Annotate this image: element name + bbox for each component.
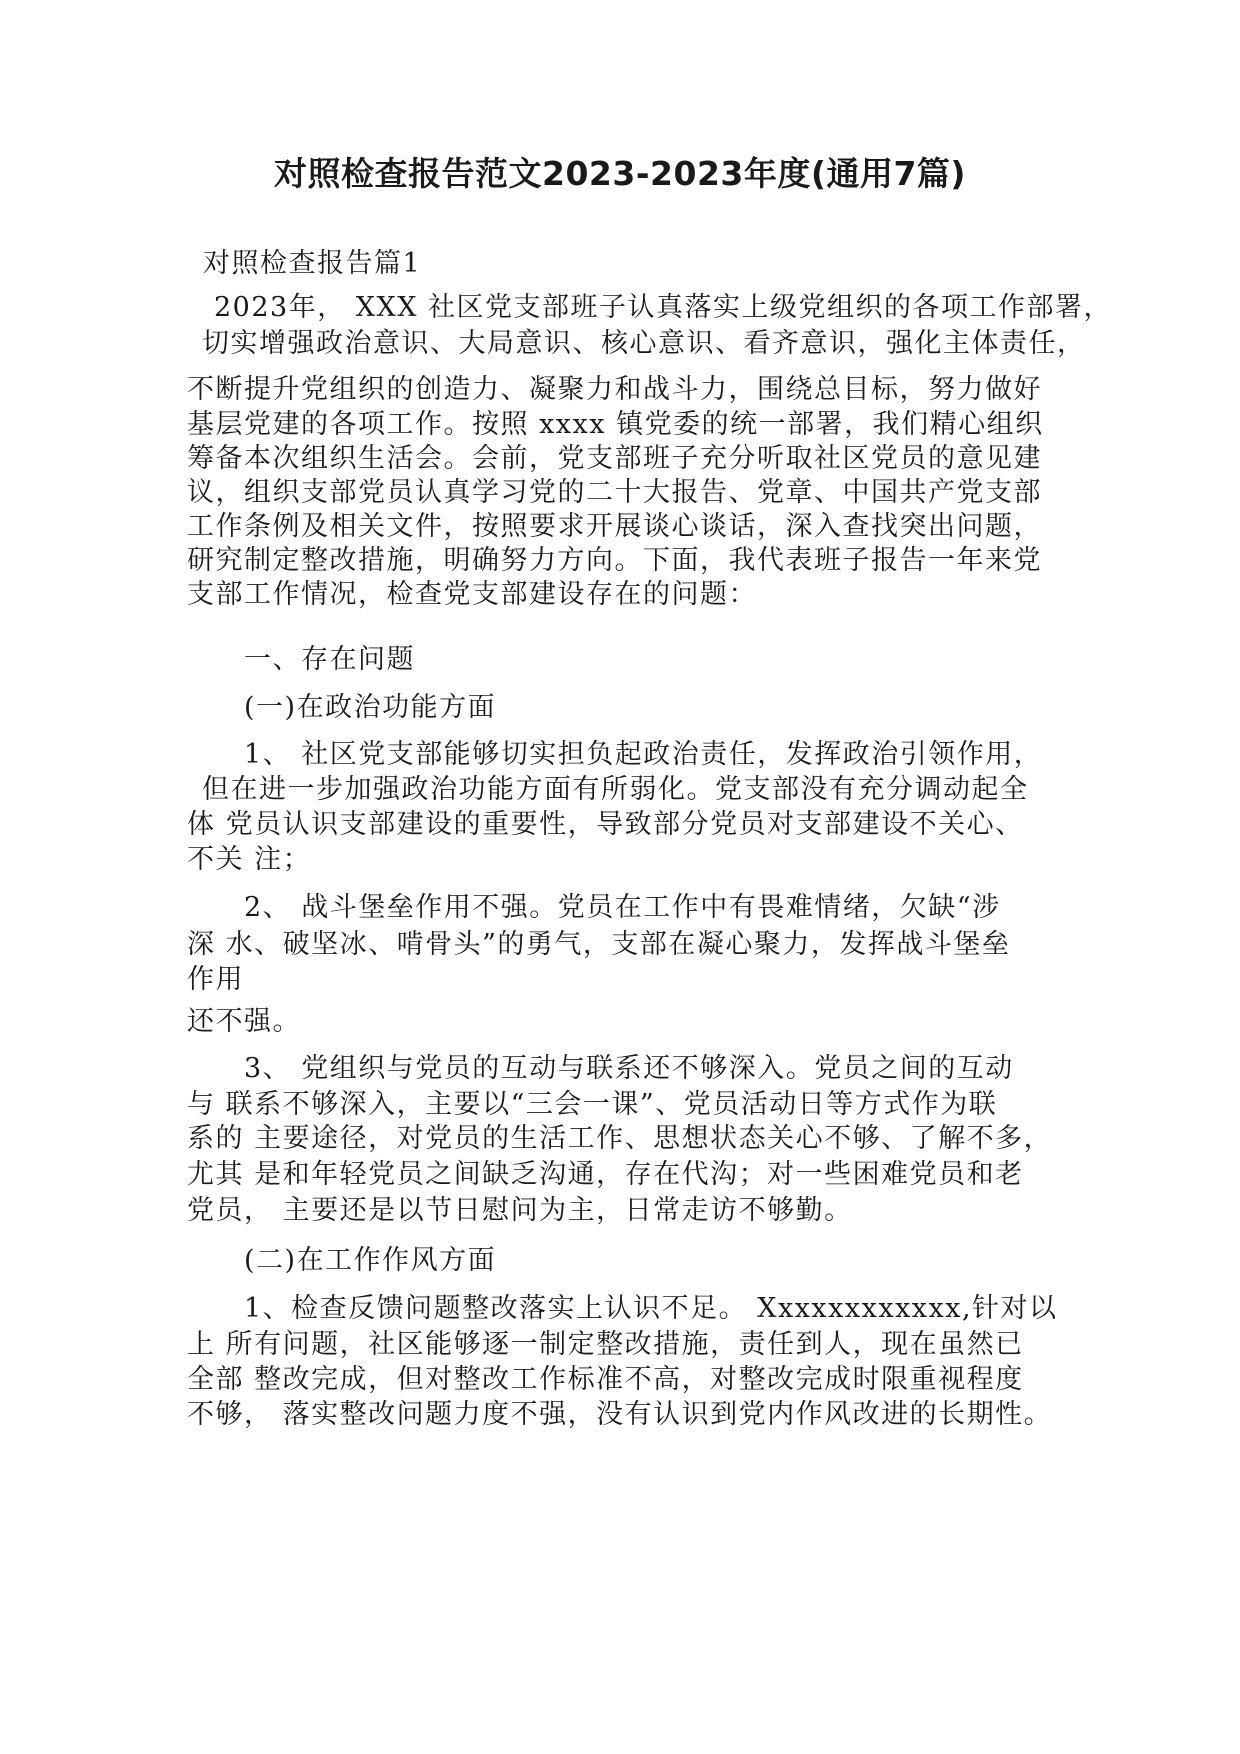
paragraph-line: 筹备本次组织生活会。会前，党支部班子充分听取社区党员的意见建 <box>187 443 1042 474</box>
paragraph-line: 不关 注； <box>187 844 312 875</box>
paragraph-line: 但在进一步加强政治功能方面有所弱化。党支部没有充分调动起全 <box>202 774 1029 805</box>
paragraph-line: 尤其 是和年轻党员之间缺乏沟通，存在代沟；对一些困难党员和老 <box>187 1159 1024 1190</box>
paragraph-line: 作用 <box>187 964 244 995</box>
paragraph-line: 系的 主要途径，对党员的生活工作、思想状态关心不够、了解不多， <box>187 1123 1053 1154</box>
paragraph-line: 体 党员认识支部建设的重要性，导致部分党员对支部建设不关心、 <box>187 809 1024 840</box>
paragraph-line: 1、 社区党支部能够切实担负起政治责任，发挥政治引领作用， <box>244 739 1043 770</box>
paragraph-line: 工作条例及相关文件，按照要求开展谈心谈话，深入查找突出问题， <box>187 511 1042 542</box>
paragraph-line: 上 所有问题，社区能够逐一制定整改措施，责任到人，现在虽然已 <box>187 1329 1024 1360</box>
paragraph-line: 2023年， XXX 社区党支部班子认真落实上级党组织的各项工作部署， <box>214 292 1113 323</box>
paragraph-line: 基层党建的各项工作。按照 xxxx 镇党委的统一部署，我们精心组织 <box>187 409 1044 440</box>
paragraph-line: 深 水、破坚冰、啃骨头”的勇气，支部在凝心聚力，发挥战斗堡垒 <box>187 929 1011 960</box>
paragraph-line: 支部工作情况，检查党支部建设存在的问题： <box>187 579 757 610</box>
paragraph-line: 研究制定整改措施，明确努力方向。下面，我代表班子报告一年来党 <box>187 545 1042 576</box>
heading-level-1: 一、存在问题 <box>244 644 415 675</box>
paragraph-line: 1、检查反馈问题整改落实上认识不足。 Xxxxxxxxxxxx,针对以 <box>244 1293 1058 1324</box>
paragraph-line: 党员， 主要还是以节日慰问为主，日常走访不够勤。 <box>187 1195 853 1226</box>
paragraph-line: 不断提升党组织的创造力、凝聚力和战斗力，围绕总目标，努力做好 <box>187 374 1042 405</box>
paragraph-line: 切实增强政治意识、大局意识、核心意识、看齐意识，强化主体责任， <box>202 328 1086 359</box>
paragraph-line: 2、 战斗堡垒作用不强。党员在工作中有畏难情绪，欠缺“涉 <box>244 892 1001 923</box>
document-title: 对照检查报告范文2023-2023年度(通用7篇) <box>273 154 966 193</box>
paragraph-line: 还不强。 <box>187 1006 301 1037</box>
paragraph-line: 3、 党组织与党员的互动与联系还不够深入。党员之间的互动 <box>244 1053 1014 1084</box>
paragraph-line: 与 联系不够深入，主要以“三会一课”、党员活动日等方式作为联 <box>187 1089 998 1120</box>
heading-level-2: (一)在政治功能方面 <box>244 692 497 723</box>
section-heading: 对照检查报告篇1 <box>203 248 422 279</box>
paragraph-line: 全部 整改完成，但对整改工作标准不高，对整改完成时限重视程度 <box>187 1364 1024 1395</box>
paragraph-line: 不够， 落实整改问题力度不强，没有认识到党内作风改进的长期性。 <box>187 1399 1053 1430</box>
paragraph-line: 议，组织支部党员认真学习党的二十大报告、党章、中国共产党支部 <box>187 477 1042 508</box>
heading-level-2: (二)在工作作风方面 <box>244 1245 497 1276</box>
